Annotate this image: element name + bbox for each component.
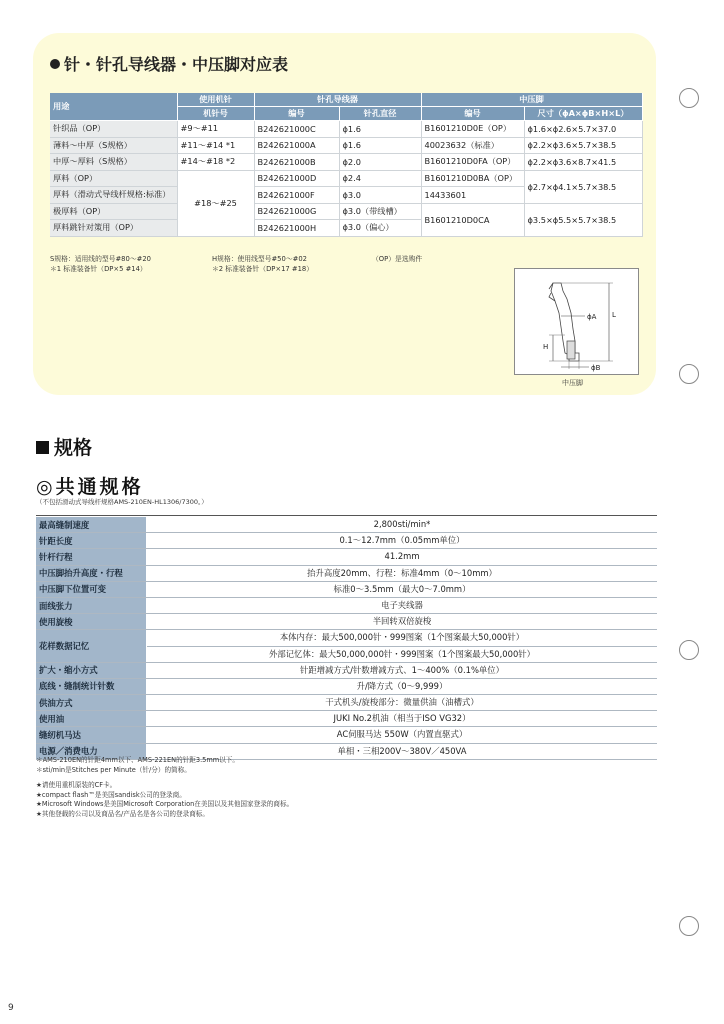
spec-value: 41.2mm bbox=[147, 549, 657, 564]
spec-row bbox=[36, 679, 657, 695]
panel-title-text: 针・针孔导线器・中压脚对应表 bbox=[64, 55, 289, 74]
page-number: 9 bbox=[8, 1003, 14, 1013]
col-header-presser-foot: 中压脚 bbox=[421, 93, 642, 107]
note-2: ＊2 标准装备针（DP×17 #18） bbox=[212, 265, 314, 273]
footnote: ★compact flash™是美国sandisk公司的登录商。 bbox=[36, 790, 186, 799]
table-row bbox=[50, 121, 642, 138]
spec-label: 针距长度 bbox=[36, 533, 146, 548]
spec-label: 扩大・缩小方式 bbox=[36, 663, 146, 678]
foot-code-cell: B1601210D0CA bbox=[421, 203, 524, 236]
spec-value: 电子夹线器 bbox=[147, 598, 657, 613]
spec-heading-text: 规格 bbox=[54, 437, 93, 459]
spec-label: 供油方式 bbox=[36, 695, 146, 710]
spec-heading bbox=[36, 433, 92, 460]
spec-label: 缝纫机马达 bbox=[36, 727, 146, 742]
spec-row bbox=[36, 695, 657, 711]
spec-label: 针杆行程 bbox=[36, 549, 146, 564]
hole-diameter-cell: ϕ3.0（带线槽） bbox=[339, 203, 421, 220]
note-h-spec: H规格：使用线型号#50～#02 bbox=[212, 255, 307, 263]
spec-value: 2,800sti/min* bbox=[147, 517, 657, 532]
guide-code-cell: B242621000H bbox=[254, 220, 339, 237]
spec-label: 中压脚抬升高度・行程 bbox=[36, 566, 146, 581]
spec-label: 中压脚下位置可变 bbox=[36, 582, 146, 597]
table-row bbox=[50, 170, 642, 187]
presser-foot-drawing bbox=[515, 269, 638, 374]
usage-cell: 厚料跳针对策用（OP） bbox=[50, 220, 177, 237]
table-notes-middle bbox=[212, 254, 313, 274]
footnote: ★请使用重机原装的CF卡。 bbox=[36, 781, 117, 789]
footnote: ＊AMS-210EN的针距4mm以下、AMS-221EN的针距3.5mm以下。 bbox=[36, 756, 239, 764]
spec-value: JUKI No.2机油（相当于ISO VG32） bbox=[147, 711, 657, 726]
foot-size-cell: ϕ3.5×ϕ5.5×5.7×38.5 bbox=[524, 203, 642, 236]
spec-row bbox=[36, 727, 657, 743]
spec-label: 使用油 bbox=[36, 711, 146, 726]
col-header-foot-size: 尺寸（ϕA×ϕB×H×L） bbox=[524, 107, 642, 121]
guide-code-cell: B242621000D bbox=[254, 170, 339, 187]
usage-cell: 极厚料（OP） bbox=[50, 203, 177, 220]
col-header-foot-code: 编号 bbox=[421, 107, 524, 121]
hole-diameter-cell: ϕ1.6 bbox=[339, 137, 421, 154]
spec-value: 标准0～3.5mm（最大0～7.0mm） bbox=[147, 582, 657, 597]
hole-diameter-cell: ϕ2.0 bbox=[339, 154, 421, 171]
square-bullet-icon bbox=[36, 441, 49, 454]
foot-size-cell: ϕ2.2×ϕ3.6×5.7×38.5 bbox=[524, 137, 642, 154]
foot-code-cell: B1601210D0FA（OP） bbox=[421, 154, 524, 171]
spec-value: 针距增减方式/针数增减方式、1～400%（0.1%单位） bbox=[147, 663, 657, 678]
spec-row bbox=[36, 549, 657, 565]
spec-label: 花样数据记忆 bbox=[36, 630, 146, 661]
panel-title bbox=[50, 52, 288, 75]
binder-hole bbox=[679, 88, 699, 108]
note-1: ＊1 标准装备针（DP×5 #14） bbox=[50, 265, 147, 273]
spec-value: 半回转双倍旋梭 bbox=[147, 614, 657, 629]
binder-hole bbox=[679, 916, 699, 936]
foot-size-cell: ϕ1.6×ϕ2.6×5.7×37.0 bbox=[524, 121, 642, 138]
label-l: L bbox=[612, 311, 616, 319]
needle-number-cell: #14～#18 *2 bbox=[177, 154, 254, 171]
spec-label: 最高缝制速度 bbox=[36, 517, 146, 532]
spec-row bbox=[36, 533, 657, 549]
note-s-spec: S规格：适用线的型号#80～#20 bbox=[50, 255, 151, 263]
table-notes-right bbox=[372, 254, 422, 264]
needle-number-cell: #11～#14 *1 bbox=[177, 137, 254, 154]
common-spec-heading: ◎共通规格 bbox=[36, 476, 144, 498]
spec-row bbox=[36, 663, 657, 679]
spec-footnotes bbox=[36, 756, 239, 775]
col-header-usage: 用途 bbox=[50, 93, 177, 121]
spec-label: 底线・缝制统计针数 bbox=[36, 679, 146, 694]
col-header-needle-hole-guide: 针孔导线器 bbox=[254, 93, 421, 107]
common-spec-subnote: （不包括滑动式导线杆规格AMS-210EN-HL1306/7300。） bbox=[36, 498, 208, 506]
usage-cell: 针织品（OP） bbox=[50, 121, 177, 138]
spec-label: 面线张力 bbox=[36, 598, 146, 613]
footnote: ＊sti/min是Stitches per Minute（针/分）的简称。 bbox=[36, 765, 191, 774]
hole-diameter-cell: ϕ3.0（偏心） bbox=[339, 220, 421, 237]
table-row bbox=[50, 137, 642, 154]
usage-cell: 中厚～厚料（S规格） bbox=[50, 154, 177, 171]
diagram-caption: 中压脚 bbox=[562, 379, 583, 387]
needle-compatibility-table bbox=[50, 93, 643, 237]
spec-row bbox=[36, 630, 657, 662]
spec-row bbox=[36, 711, 657, 727]
foot-code-cell: 14433601 bbox=[421, 187, 524, 204]
spec-value: 本体内存：最大500,000针・999图案（1个图案最大50,000针） bbox=[147, 630, 657, 645]
hole-diameter-cell: ϕ1.6 bbox=[339, 121, 421, 138]
spec-table bbox=[36, 517, 657, 760]
spec-row bbox=[36, 566, 657, 582]
label-phi-b: ϕB bbox=[591, 364, 601, 372]
guide-code-cell: B242621000A bbox=[254, 137, 339, 154]
col-header-needle-number: 机针号 bbox=[177, 107, 254, 121]
binder-hole bbox=[679, 640, 699, 660]
note-op: （OP）是选购件 bbox=[372, 255, 423, 263]
spec-row bbox=[36, 517, 657, 533]
foot-size-cell: ϕ2.7×ϕ4.1×5.7×38.5 bbox=[524, 170, 642, 203]
spec-value: 单相・三相200V～380V／450VA bbox=[147, 744, 657, 759]
spec-value: 升/降方式（0～9,999） bbox=[147, 679, 657, 694]
table-row bbox=[50, 154, 642, 171]
col-header-hole-diameter: 针孔直径 bbox=[339, 107, 421, 121]
presser-foot-diagram bbox=[514, 268, 639, 375]
spec-value: AC伺服马达 550W（内置直驱式） bbox=[147, 727, 657, 742]
footnote: ★Microsoft Windows是美国Microsoft Corporation在美国以及其他国家登录的商标。 bbox=[36, 800, 294, 809]
hole-diameter-cell: ϕ2.4 bbox=[339, 170, 421, 187]
spec-row bbox=[36, 614, 657, 630]
footnote: ★其他登载的公司以及商品名/产品名是各公司的登录商标。 bbox=[36, 809, 209, 818]
spec-value: 抬升高度20mm、行程：标准4mm（0～10mm） bbox=[147, 566, 657, 581]
foot-size-cell: ϕ2.2×ϕ3.6×8.7×41.5 bbox=[524, 154, 642, 171]
spec-value: 0.1～12.7mm（0.05mm单位） bbox=[147, 533, 657, 548]
col-header-guide-code: 编号 bbox=[254, 107, 339, 121]
table-row bbox=[50, 203, 642, 220]
divider bbox=[36, 515, 657, 516]
bullet-dot-icon bbox=[50, 59, 60, 69]
label-h: H bbox=[543, 343, 549, 351]
spec-label: 使用旋梭 bbox=[36, 614, 146, 629]
usage-cell: 厚料（OP） bbox=[50, 170, 177, 187]
binder-hole bbox=[679, 364, 699, 384]
spec-row bbox=[36, 598, 657, 614]
guide-code-cell: B242621000G bbox=[254, 203, 339, 220]
guide-code-cell: B242621000F bbox=[254, 187, 339, 204]
usage-cell: 厚料（滑动式导线杆规格:标准） bbox=[50, 187, 177, 204]
foot-code-cell: 40023632（标准） bbox=[421, 137, 524, 154]
spec-value: 外部记忆体：最大50,000,000针・999图案（1个图案最大50,000针） bbox=[147, 646, 657, 662]
usage-cell: 薄料～中厚（S规格） bbox=[50, 137, 177, 154]
table-notes-left bbox=[50, 254, 151, 274]
spec-row bbox=[36, 582, 657, 598]
trademark-notes bbox=[36, 781, 293, 819]
foot-code-cell: B1601210D0BA（OP） bbox=[421, 170, 524, 187]
needle-number-cell: #18～#25 bbox=[177, 170, 254, 236]
guide-code-cell: B242621000C bbox=[254, 121, 339, 138]
foot-code-cell: B1601210D0E（OP） bbox=[421, 121, 524, 138]
label-phi-a: ϕA bbox=[587, 313, 597, 321]
hole-diameter-cell: ϕ3.0 bbox=[339, 187, 421, 204]
guide-code-cell: B242621000B bbox=[254, 154, 339, 171]
col-header-needle: 使用机针 bbox=[177, 93, 254, 107]
needle-number-cell: #9～#11 bbox=[177, 121, 254, 138]
spec-label: 电源／消费电力 bbox=[36, 744, 146, 759]
spec-value: 干式机头/旋梭部分：微量供油（油槽式） bbox=[147, 695, 657, 710]
